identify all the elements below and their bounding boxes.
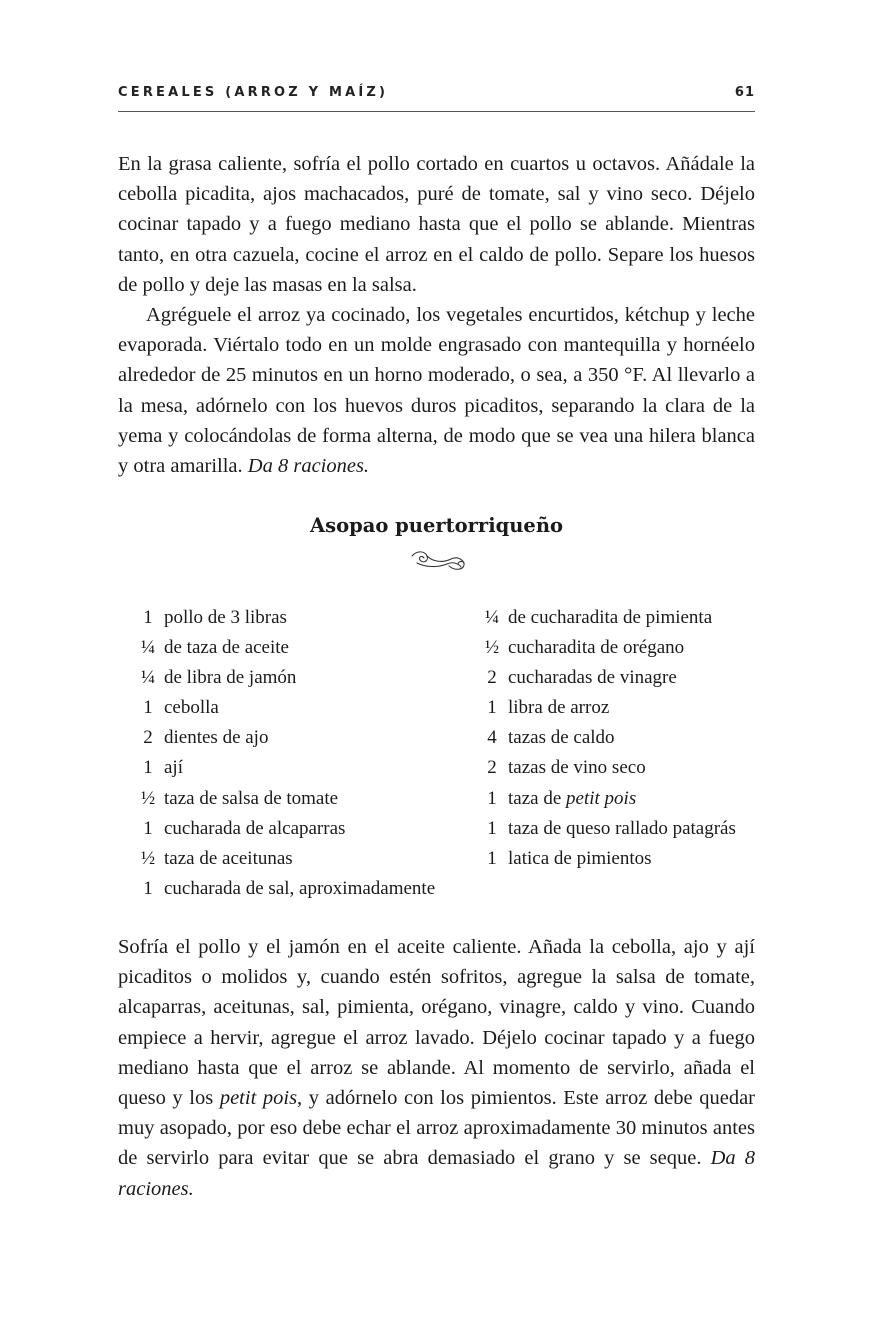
ingredient-item	[476, 603, 736, 633]
ingredient-item	[132, 753, 435, 783]
ingredient-text-plain: ají	[164, 757, 183, 779]
ingredient-text	[164, 844, 293, 874]
ingredient-text	[508, 844, 652, 874]
ingredient-quantity: 1	[487, 697, 497, 719]
ingredient-quantity: 1	[487, 787, 497, 809]
ingredient-text-plain: tazas de vino seco	[508, 757, 646, 779]
ingredient-quantity: ½	[140, 847, 156, 869]
ingredients-right-column	[476, 603, 736, 874]
ingredient-text	[508, 693, 609, 723]
ingredient-item	[476, 844, 736, 874]
ingredient-text-plain: taza de queso rallado patagrás	[508, 817, 736, 839]
ingredient-quantity: ½	[140, 787, 156, 809]
ingredient-text-plain: de libra de jamón	[164, 667, 297, 689]
intro-paragraph-2	[118, 300, 755, 481]
ingredient-text	[164, 693, 219, 723]
ingredient-text	[508, 753, 646, 783]
ingredient-item	[476, 753, 736, 783]
ingredient-item	[132, 663, 435, 693]
method-text-2: , y adórnelo con los pimientos. Este arroz debe quedar muy asopado, por eso debe echar el arroz aproximadamente 30 minutos antes de servirlo para evitar que se abra demasiado el grano y se seque.	[118, 1087, 755, 1170]
intro-yield: Da 8 raciones.	[247, 455, 370, 478]
ingredient-item	[476, 814, 736, 844]
recipe-title: Asopao puertorriqueño	[309, 514, 564, 537]
ingredient-text-plain: cucharadas de vinagre	[508, 667, 677, 689]
ingredient-text-plain: pollo de 3 libras	[164, 607, 287, 628]
ingredient-quantity: ¼	[140, 637, 156, 659]
ingredient-text	[508, 633, 684, 663]
ingredient-text	[164, 633, 289, 663]
ingredient-item	[132, 784, 435, 814]
ingredient-text	[508, 784, 636, 814]
ingredient-text	[164, 814, 345, 844]
ingredient-text	[164, 784, 338, 814]
ingredient-text-plain: de cucharadita de pimienta	[508, 607, 713, 628]
ingredient-item	[132, 723, 435, 753]
ingredient-text	[164, 753, 183, 783]
ingredient-item	[132, 603, 435, 633]
intro-paragraph-2-text: Agréguele el arroz ya cocinado, los vegetales encurtidos, kétchup y leche evaporada. Viértalo todo en un molde engrasado con mantequilla y hornéelo alrededor de 25 minutos en un horno moderado, o sea, a 350 °F. Al llevarlo a la mesa, adórnelo con los huevos duros picaditos, separando la clara de la yema y colocándolas de forma alterna, de modo que se vea una hilera blanca y otra amarilla.	[118, 304, 755, 478]
method-text-1: Sofría el pollo y el jamón en el aceite caliente. Añada la cebolla, ajo y ají picaditos o molidos y, cuando estén sofritos, agregue la salsa de tomate, alcaparras, aceitunas, sal, pimienta, orégano, vinagre, caldo y vino. Cuando empiece a hervir, agregue el arroz lavado. Déjelo cocinar tapado y a fuego mediano hasta que el arroz se ablande. Al momento de servirlo, añada el queso y los	[118, 936, 755, 1110]
ingredient-quantity: ½	[484, 637, 500, 659]
ingredient-text-plain: de taza de aceite	[164, 637, 289, 659]
ingredient-text	[508, 603, 712, 633]
method-paragraph	[118, 932, 755, 1204]
ingredient-text-plain: cebolla	[164, 697, 219, 719]
ingredient-text-plain: taza de	[508, 787, 567, 809]
ingredient-quantity: 2	[487, 667, 497, 689]
ingredient-text	[508, 663, 677, 693]
ingredient-quantity: 1	[143, 697, 153, 719]
ingredient-text-plain: cucharada de alcaparras	[164, 817, 346, 839]
ingredient-item	[476, 723, 736, 753]
ingredient-item	[132, 693, 435, 723]
header-rule	[118, 111, 755, 112]
method-yield: Da 8 raciones.	[118, 1147, 756, 1200]
ingredient-item	[476, 633, 736, 663]
ingredient-text-plain: libra de arroz	[508, 697, 610, 719]
intro-paragraph-1	[118, 149, 755, 300]
method-italic-petit-pois: petit pois	[219, 1087, 298, 1110]
ingredient-text-plain: taza de salsa de tomate	[164, 787, 339, 809]
running-title: CEREALES (ARROZ Y MAÍZ)	[118, 85, 389, 100]
ingredient-item	[132, 814, 435, 844]
ingredient-item	[132, 633, 435, 663]
ingredient-quantity: 2	[487, 757, 497, 779]
ingredient-text-plain: taza de aceitunas	[164, 847, 293, 869]
ingredient-quantity: 2	[143, 727, 153, 749]
ingredient-quantity: 1	[487, 817, 497, 839]
ingredient-text	[164, 723, 268, 753]
ingredient-text	[164, 874, 435, 904]
ingredient-quantity: 1	[143, 607, 153, 628]
ingredient-text	[508, 814, 736, 844]
ingredient-text	[164, 663, 296, 693]
ingredient-text-plain: cucharadita de orégano	[508, 637, 685, 659]
ingredient-item	[476, 784, 736, 814]
ingredient-item	[476, 693, 736, 723]
ingredient-quantity: 1	[143, 877, 153, 899]
ingredient-quantity: 1	[487, 847, 497, 869]
ingredient-item	[132, 874, 435, 904]
ingredient-text-plain: latica de pimientos	[508, 847, 652, 869]
ingredient-quantity: ¼	[140, 667, 156, 689]
page-number: 61	[734, 85, 755, 100]
ingredient-text-plain: cucharada de sal, aproximadamente	[164, 877, 436, 899]
ingredient-quantity: 1	[143, 757, 153, 779]
flourish-ornament-icon	[409, 547, 467, 573]
ingredient-quantity: 1	[143, 817, 153, 839]
ingredient-quantity: ¼	[484, 607, 500, 628]
ingredient-text	[164, 603, 287, 633]
ingredient-text-plain: tazas de caldo	[508, 727, 615, 749]
running-header	[118, 82, 755, 104]
intro-paragraph-1-text: En la grasa caliente, sofría el pollo cortado en cuartos u octavos. Añádale la cebolla picadita, ajos machacados, puré de tomate, sal y vino seco. Déjelo cocinar tapado y a fuego mediano hasta que el pollo se ablande. Mientras tanto, en otra cazuela, cocine el arroz en el caldo de pollo. Separe los huesos de pollo y deje las masas en la salsa.	[118, 153, 755, 296]
ingredient-item	[476, 663, 736, 693]
ingredient-text-italic: petit pois	[566, 787, 637, 809]
ingredients-left-column	[132, 603, 435, 904]
ingredient-item	[132, 844, 435, 874]
ingredient-quantity: 4	[487, 727, 497, 749]
ingredient-text-plain: dientes de ajo	[164, 727, 269, 749]
ingredient-text	[508, 723, 615, 753]
